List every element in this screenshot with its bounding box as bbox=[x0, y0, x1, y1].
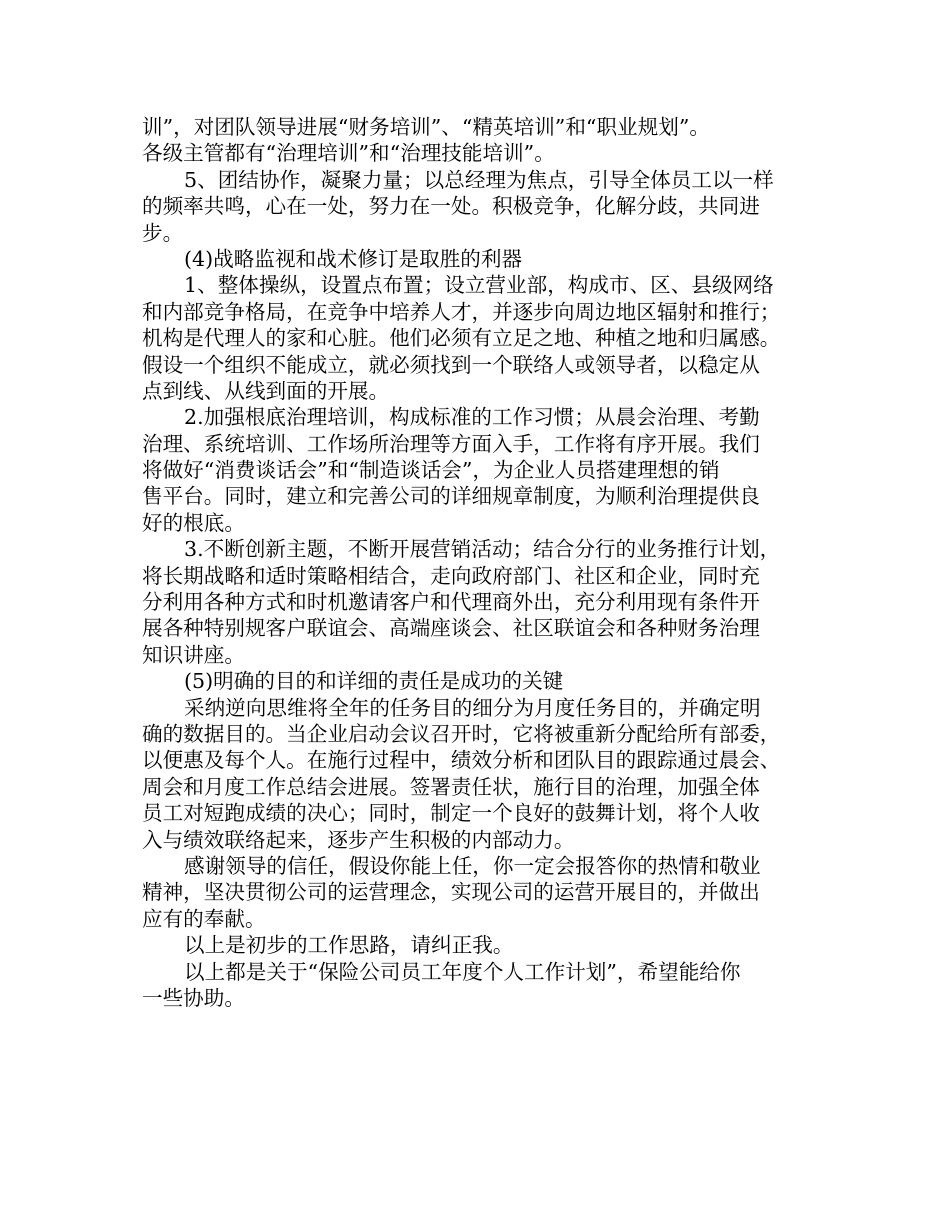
text-line: 和内部竞争格局，在竞争中培养人才，并逐步向周边地区辐射和推行； bbox=[142, 299, 781, 324]
text-line: 以上都是关于“保险公司员工年度个人工作计划”，希望能给你 bbox=[184, 959, 741, 984]
text-line: 1、整体操纵，设置点布置；设立营业部，构成市、区、县级网络 bbox=[184, 273, 774, 298]
text-line: 将做好“消费谈话会”和“制造谈话会”，为企业人员搭建理想的销 bbox=[142, 458, 720, 483]
text-line: 步。 bbox=[142, 220, 184, 245]
document-body bbox=[142, 114, 814, 1011]
text-line: 假设一个组织不能成立，就必须找到一个联络人或领导者，以稳定从 bbox=[142, 352, 760, 377]
text-line: 分利用各种方式和时机邀请客户和代理商外出，充分利用现有条件开 bbox=[142, 590, 760, 615]
text-line: 好的根底。 bbox=[142, 510, 245, 535]
text-line: 应有的奉献。 bbox=[142, 906, 266, 931]
text-line: 周会和月度工作总结会进展。签署责任状，施行目的治理，加强全体 bbox=[142, 774, 760, 799]
text-line: 各级主管都有“治理培训”和“治理技能培训”。 bbox=[142, 141, 555, 166]
text-line: 一些协助。 bbox=[142, 985, 245, 1010]
text-line: 训”，对团队领导进展“财务培训”、“精英培训”和“职业规划”。 bbox=[142, 115, 710, 139]
text-line: 将长期战略和适时策略相结合，走向政府部门、社区和企业，同时充 bbox=[142, 563, 760, 588]
text-line: 感谢领导的信任，假设你能上任，你一定会报答你的热情和敬业 bbox=[184, 853, 761, 878]
text-line: 员工对短跑成绩的决心；同时，制定一个良好的鼓舞计划，将个人收 bbox=[142, 801, 760, 826]
text-line: 治理、系统培训、工作场所治理等方面入手，工作将有序开展。我们 bbox=[142, 431, 760, 456]
text-line: (5)明确的目的和详细的责任是成功的关键 bbox=[184, 669, 564, 694]
text-line: 机构是代理人的家和心脏。他们必须有立足之地、种植之地和归属感。 bbox=[142, 326, 781, 351]
text-line: (4)战略监视和战术修订是取胜的利器 bbox=[184, 246, 523, 271]
text-line: 的频率共鸣，心在一处，努力在一处。积极竞争，化解分歧，共同进 bbox=[142, 194, 760, 219]
text-line: 以便惠及每个人。在施行过程中，绩效分析和团队目的跟踪通过晨会、 bbox=[142, 748, 781, 773]
text-line: 采纳逆向思维将全年的任务目的细分为月度任务目的，并确定明 bbox=[184, 695, 761, 720]
text-line: 入与绩效联络起来，逐步产生积极的内部动力。 bbox=[142, 827, 575, 852]
text-line: 售平台。同时，建立和完善公司的详细规章制度，为顺利治理提供良 bbox=[142, 484, 760, 509]
text-line: 确的数据目的。当企业启动会议召开时，它将被重新分配给所有部委， bbox=[142, 721, 781, 746]
text-line: 精神，坚决贯彻公司的运营理念，实现公司的运营开展目的，并做出 bbox=[142, 880, 760, 905]
text-line: 5、团结协作，凝聚力量；以总经理为焦点，引导全体员工以一样 bbox=[184, 167, 774, 192]
text-line: 3.不断创新主题，不断开展营销活动；结合分行的业务推行计划， bbox=[184, 537, 781, 562]
text-line: 点到线、从线到面的开展。 bbox=[142, 378, 390, 403]
text-line: 知识讲座。 bbox=[142, 642, 245, 667]
text-line: 展各种特别规客户联谊会、高端座谈会、社区联谊会和各种财务治理 bbox=[142, 616, 760, 641]
text-line: 以上是初步的工作思路，请纠正我。 bbox=[184, 933, 514, 958]
text-line: 2.加强根底治理培训，构成标准的工作习惯；从晨会治理、考勤 bbox=[184, 405, 760, 430]
